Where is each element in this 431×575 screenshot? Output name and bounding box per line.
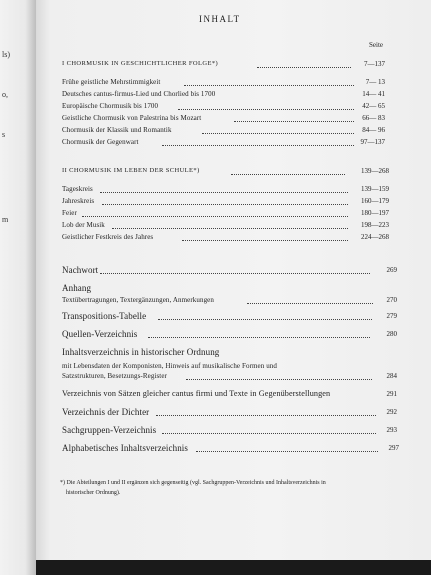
toc-entry: Geistliche Chormusik von Palestrina bis Mozart xyxy=(62,114,202,122)
toc-pages: 280 xyxy=(386,330,397,338)
toc-entry: Satzstrukturen, Besetzungs-Register xyxy=(62,372,167,380)
gutter-text: ls) xyxy=(2,50,10,59)
footnote-line: *) Die Abteilungen I und II ergänzen sich gegenseitig (vgl. Sachgruppen-Verzeichnis und Inhaltsverzeichnis in xyxy=(60,480,326,486)
toc-pages: 14— 41 xyxy=(362,90,385,98)
gutter-text: m xyxy=(2,215,9,224)
toc-pages: 84— 96 xyxy=(362,126,385,134)
toc-entry: Transpositions-Tabelle xyxy=(62,311,147,321)
gutter-text: s xyxy=(2,130,6,139)
footnote-line: historischer Ordnung). xyxy=(66,490,121,496)
toc-entry: Alphabetisches Inhaltsverzeichnis xyxy=(62,443,189,453)
toc-entry: Deutsches cantus-firmus-Lied und Chorlied bis 1700 xyxy=(62,90,216,98)
page-title: INHALT xyxy=(199,14,241,24)
toc-pages: 291 xyxy=(386,390,397,398)
toc-pages: 279 xyxy=(386,312,397,320)
toc-entry: Chormusik der Gegenwart xyxy=(62,138,139,146)
toc-entry: Inhaltsverzeichnis in historischer Ordnung xyxy=(62,347,220,357)
seite-label: Seite xyxy=(369,41,383,49)
toc-pages: 269 xyxy=(386,266,397,274)
toc-entry: Anhang xyxy=(62,283,92,293)
section2-heading: II CHORMUSIK IM LEBEN DER SCHULE*) xyxy=(62,167,200,174)
toc-pages: 97—137 xyxy=(360,138,385,146)
gutter-text: o, xyxy=(2,90,8,99)
toc-entry: Tageskreis xyxy=(62,185,93,193)
toc-entry: Sachgruppen-Verzeichnis xyxy=(62,425,157,435)
toc-entry: Nachwort xyxy=(62,265,99,275)
toc-pages: 7— 13 xyxy=(365,78,385,86)
toc-entry: Quellen-Verzeichnis xyxy=(62,329,138,339)
toc-entry: Europäische Chormusik bis 1700 xyxy=(62,102,159,110)
toc-entry: Textübertragungen, Textergänzungen, Anmerkungen xyxy=(62,296,214,304)
toc-pages: 224—268 xyxy=(361,233,389,241)
toc-pages: 160—179 xyxy=(361,197,389,205)
toc-pages: 198—223 xyxy=(361,221,389,229)
toc-entry: Geistlicher Festkreis des Jahres xyxy=(62,233,154,241)
toc-pages: 293 xyxy=(386,426,397,434)
toc-entry: mit Lebensdaten der Komponisten, Hinweis auf musikalische Formen und xyxy=(62,362,278,370)
section2-pages: 139—268 xyxy=(361,167,389,175)
toc-pages: 297 xyxy=(388,444,399,452)
toc-entry: Verzeichnis von Sätzen gleicher cantus firmi und Texte in Gegenüberstellungen xyxy=(62,389,331,398)
toc-pages: 270 xyxy=(386,296,397,304)
toc-pages: 180—197 xyxy=(361,209,389,217)
section1-pages: 7—137 xyxy=(364,60,385,68)
section1-heading: I CHORMUSIK IN GESCHICHTLICHER FOLGE*) xyxy=(62,60,219,67)
toc-entry: Feier xyxy=(62,209,77,217)
toc-pages: 139—159 xyxy=(361,185,389,193)
toc-entry: Lob der Musik xyxy=(62,221,105,229)
toc-entry: Jahreskreis xyxy=(62,197,95,205)
toc-pages: 66— 83 xyxy=(362,114,385,122)
toc-entry: Chormusik der Klassik und Romantik xyxy=(62,126,172,134)
facing-page-edge xyxy=(0,0,36,575)
toc-pages: 284 xyxy=(386,372,397,380)
book-page xyxy=(36,0,431,560)
toc-pages: 292 xyxy=(386,408,397,416)
toc-entry: Verzeichnis der Dichter xyxy=(62,407,150,417)
toc-entry: Frühe geistliche Mehrstimmigkeit xyxy=(62,78,161,86)
toc-pages: 42— 65 xyxy=(362,102,385,110)
